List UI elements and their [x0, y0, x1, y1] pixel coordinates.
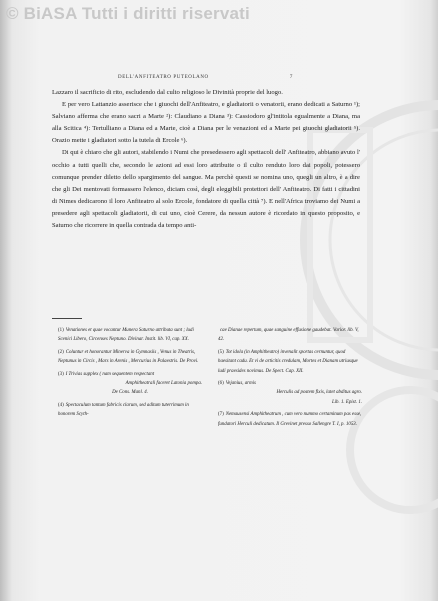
footnote: (2) Coluntur et honorantur Minerva in Gymnasiis , Venus in Theatris, Neptunus in Circis , Mars in Arenis , Mercurius in Palaestris. De Provi.	[58, 349, 199, 365]
footnote: (3) I Trivias supplex ( nam sequentem respectant Amphitheatrali faceret Latonia pompa. De Cons. Manl. 4.	[58, 371, 202, 396]
footnotes-left-column	[58, 326, 202, 432]
paragraph: Di qui è chiaro che gli autori, stabilendo i Numi che presedessero agli spettacoli dell' Anfiteatro, abbiano avuto l' occhio a tutti quelli che, secondo le azioni ad essi loro attribuite o il culto renduto loro dai popoli, potessero comunque prender diletto dello spargimento del sangue. Ma perchè questi se nomina uno, quegli un altro, è a dire che gli Dei mentovati formassero l'elenco, diciam così, degli eleggibili protettori dell' Anfiteatro. Di fatti i cittadini di Nimes dedicarono il loro Anfiteatro al solo Ercole, fondatore di quella città ⁷). E nell'Africa troviamo dei Numi a presedere agli spettacoli gladiatorii, di cui uno, cioè Cerere, da nessun autore è ricordato in questo proposito, e Saturno che ricorrere in quella contrada da tempo anti-	[52, 149, 360, 230]
footnote: (6) Vejanius, armis Herculis ad postem fixis, latet abditus agro. Lib. 1. Epist. 1.	[218, 381, 362, 405]
footnotes	[58, 326, 362, 432]
page-number: 7	[289, 75, 293, 80]
paragraph: Lazzaro il sacrificio di rito, escludendo dal culto religioso le Divinità proprie del luogo.	[52, 89, 283, 96]
footnote: (5) Tot idola (in Amphitheatro) invenalit sportas cernuntur, quod haesitant cadu. Et vi de articitis credulam, Mortes et Dianam utriusque ludi praesides novimus. De Spect. Cap. XII.	[218, 349, 358, 374]
footnotes-right-column	[218, 326, 362, 432]
main-text	[52, 87, 360, 232]
footnote: (1) Venationes et quae vocantur Munera Saturno attributa sunt ; ludi Scenici Libero, Circenses Neptuno. Divinar. Instit. lib. VI, cap. XX.	[58, 328, 194, 343]
header-title: DELL'ANFITEATRO PUTEOLANO	[118, 75, 209, 80]
footnote: cae Dianae repertum, quae sanguine effusione gaudebat. Varior. lib. V, 42.	[218, 328, 359, 343]
footnote: (4) Spectaculum tantum fabricis clarum, sed aditum tuterrimum in honorem Scyth-	[58, 402, 189, 418]
copyright-watermark: © BiASA Tutti i diritti riservati	[6, 4, 250, 23]
footnote: (7) Nemausensi Amphitheatrum , cum vero nummo certaminum pas esse, fundatori Herculi dedicatum. Il Grevinet presso Sallengre T. I, p. 1053.	[218, 412, 362, 427]
footnote-divider	[52, 318, 82, 319]
paragraph: E per vero Lattanzio asserisce che i giuochi dell'Anfiteatro, e gladiatorii o venatorii, erano dedicati a Saturno ¹); Salviano afferma che erano sacri a Marte ²): Claudiano a Diana ³): Cassiodoro gl'intitola egualmente a Diana, ma alla Scitica ⁴): Tertulliano a Diana ed a Marte, cioè a Diana per le venazioni ed a Marte pei giuochi gladiatorii ⁵). Orazio mette i gladiatori sotto la tutela di Ercole ⁶).	[52, 101, 360, 145]
running-header	[118, 75, 293, 80]
